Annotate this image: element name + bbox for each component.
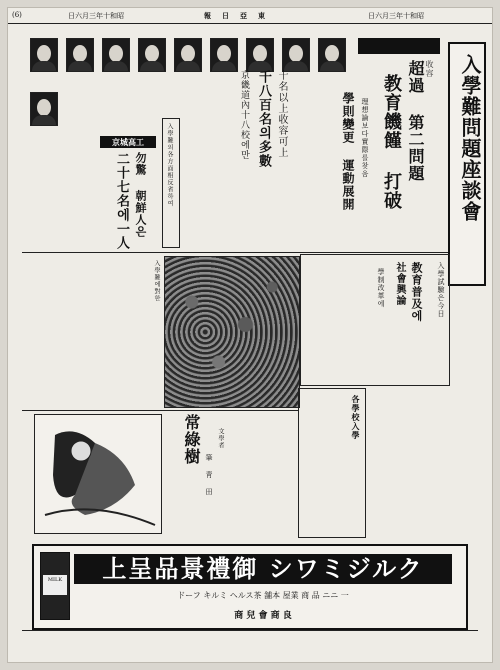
portrait <box>30 92 58 126</box>
admission-title: 各學校入學 <box>351 395 361 440</box>
body-text <box>300 88 334 238</box>
sidebox-text: 入學難의各方面相反省하여 <box>166 123 173 207</box>
headline-4: 十名以上收容可上 <box>276 70 287 158</box>
can-label: MILK <box>43 575 67 595</box>
illustration <box>34 414 162 534</box>
headline-8: 二十七名에一人 <box>114 152 129 250</box>
headline-small: 收容 <box>425 60 434 78</box>
school-tag: 京城高工 <box>100 136 156 148</box>
portrait <box>102 38 130 72</box>
column-title: 常綠樹 <box>182 414 201 465</box>
ad-subtext: ドーフ キルミ ヘルス茶 舗本 屋業 商 品 ニニ 一 <box>177 591 349 600</box>
right-headline: 教育普及에 <box>410 262 423 322</box>
headline-2: 教育饑饉 打破 <box>381 74 402 210</box>
column-byline-2: 筆 靑 田 <box>205 454 213 496</box>
portrait <box>174 38 202 72</box>
milk-can-icon <box>40 552 70 620</box>
portrait <box>30 38 58 72</box>
headline-1: 超過 第二問題 <box>406 60 425 182</box>
portrait <box>138 38 166 72</box>
headline-6: 京畿道內十八校에만 <box>239 70 249 160</box>
subheadline-1: 理想論보다實際를찾음 <box>361 98 369 178</box>
portrait <box>282 38 310 72</box>
headline-5: 千八百名의多數 <box>256 70 271 168</box>
section-tag <box>358 38 440 54</box>
advertisement <box>32 544 468 630</box>
notice-text: 入學試驗은今日 <box>437 262 445 318</box>
portrait <box>246 38 274 72</box>
body-text <box>188 70 228 242</box>
right-headline-2: 社會興論 <box>394 262 405 306</box>
ad-footer: 商 兒 會 商 良 <box>234 611 292 621</box>
photo-caption: 入學難에對한 <box>153 260 160 302</box>
portrait <box>318 38 346 72</box>
column-byline: 文學者 <box>217 428 224 449</box>
masthead-title: 報 日 亞 東 <box>204 11 267 20</box>
illustration-drawing <box>35 415 161 533</box>
series-title: 入學難問題座談會 <box>458 54 482 222</box>
ad-main-text: 上呈品景禮御 シワミジルク <box>74 554 452 584</box>
masthead-date-left: 日六月三年十和昭 <box>68 12 124 20</box>
body-text <box>306 264 370 376</box>
portrait <box>210 38 238 72</box>
headline-3: 學則變更 運動展開 <box>341 92 355 211</box>
portrait <box>66 38 94 72</box>
body-text <box>230 414 296 538</box>
body-text <box>32 136 94 256</box>
body-text <box>22 414 32 534</box>
crowd-photograph <box>164 256 300 408</box>
headline-7: 勿驚 朝鮮人은 <box>134 152 147 238</box>
newspaper-page <box>8 8 492 662</box>
series-title-box <box>448 42 486 286</box>
admission-box <box>298 388 366 538</box>
body-text <box>26 258 92 406</box>
masthead <box>8 8 492 24</box>
body-text <box>368 388 478 536</box>
right-sub: 學制改革에 <box>377 268 385 308</box>
body-text <box>22 632 478 658</box>
sidebox <box>162 118 180 248</box>
page-number: (6) <box>12 11 22 19</box>
masthead-date-right: 日六月三年十和昭 <box>368 12 424 20</box>
